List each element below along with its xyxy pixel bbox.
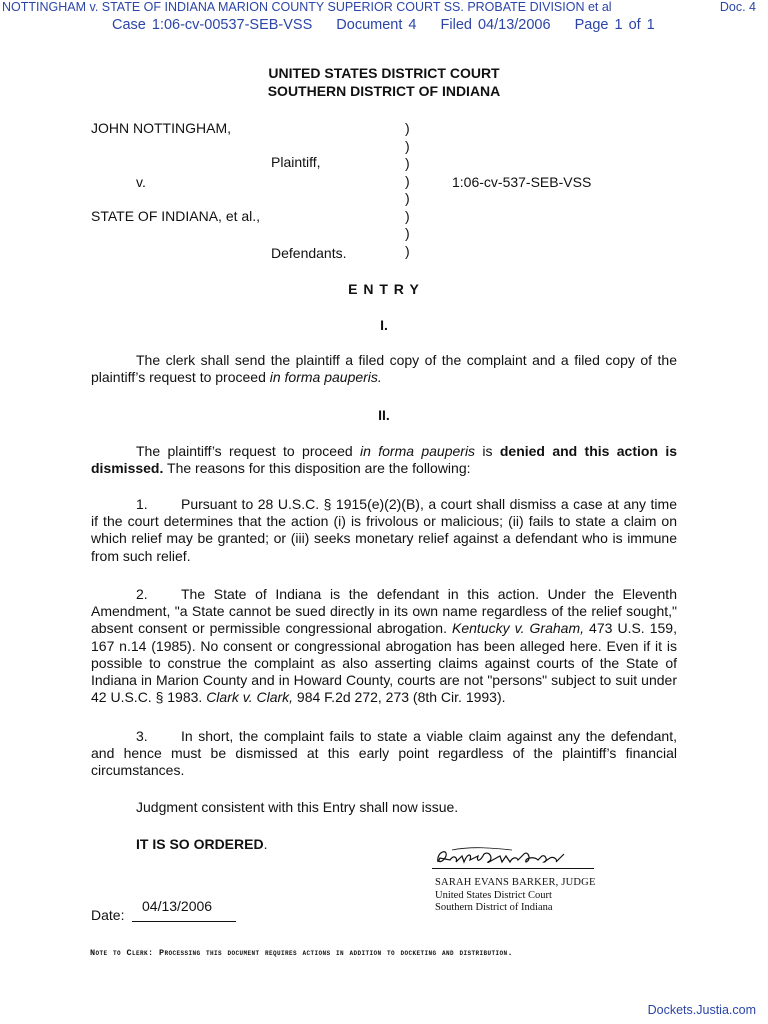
note-to-clerk: Note to Clerk: Processing this document requires actions in addition to docketing and distribution. (90, 948, 514, 958)
so-ordered (136, 836, 267, 853)
justia-footer-link[interactable]: Dockets.Justia.com (647, 1003, 756, 1017)
section-2-bold: denied and this action is dismissed. (91, 443, 678, 477)
reason-number-3: 3. (136, 728, 148, 744)
section-1-italic: in forma pauperis. (269, 369, 382, 386)
judge-district: Southern District of Indiana (435, 902, 553, 913)
docket-header-title: NOTTINGHAM v. STATE OF INDIANA MARION COUNTY SUPERIOR COURT SS. PROBATE DIVISION et al (2, 0, 612, 14)
case-citation-clark: Clark v. Clark, (206, 689, 294, 706)
section-2-text-c: The reasons for this disposition are the following: (163, 460, 471, 477)
so-ordered-text: IT IS SO ORDERED (136, 836, 264, 852)
reason-paragraph-1 (91, 496, 677, 565)
plaintiff-name: JOHN NOTTINGHAM, (91, 120, 231, 136)
caption-case-number: 1:06-cv-537-SEB-VSS (452, 174, 592, 190)
court-district: SOUTHERN DISTRICT OF INDIANA (267, 83, 501, 99)
reason-text-2a: The State of Indiana is the defendant in this action. Under the Eleventh Amendment, "a State cannot be sued directly in its own name regardless of the relief sought," absent consent or permissible congressional abrogation. (91, 586, 677, 637)
judge-court: United States District Court (435, 890, 552, 901)
filed-date: Filed 04/13/2006 (440, 17, 551, 33)
case-number: Case 1:06-cv-00537-SEB-VSS (112, 17, 313, 33)
reason-number-2: 2. (136, 586, 148, 602)
defendant-role: Defendants. (271, 245, 347, 261)
section-heading-2: II. (378, 407, 390, 423)
judge-signature (432, 844, 572, 870)
entry-title: E N T R Y (348, 281, 420, 297)
section-2-text-a: The plaintiff’s request to proceed (136, 443, 360, 459)
reason-text-2b: 473 U.S. 159, 167 n.14 (1985). No consent or congressional abrogation has been alleged here. Even if it is possible to construe the complaint as also asserting claims against courts of the State of Indiana in Marion County and in Howard County, courts are not "persons" subject to suit under 42 U.S.C. § 1983. (91, 620, 677, 706)
section-2-paragraph (91, 443, 677, 477)
reason-paragraph-2 (91, 586, 677, 706)
plaintiff-role: Plaintiff, (271, 154, 321, 170)
reason-number-1: 1. (136, 496, 148, 512)
section-1-text: The clerk shall send the plaintiff a filed copy of the complaint and a filed copy of the plaintiff’s request to proceed (91, 352, 677, 386)
date-line (132, 921, 236, 922)
defendant-name: STATE OF INDIANA, et al., (91, 208, 261, 224)
page-indicator: Page 1 of 1 (574, 17, 655, 33)
judge-name: SARAH EVANS BARKER, JUDGE (435, 877, 596, 888)
reason-text-2c: 984 F.2d 272, 273 (8th Cir. 1993). (293, 689, 506, 706)
docket-doc-number[interactable]: Doc. 4 (719, 0, 756, 14)
reason-paragraph-3 (91, 728, 677, 780)
caption-parentheses: ) ) ) ) ) ) ) ) (405, 120, 410, 259)
case-metadata-line (112, 17, 673, 33)
date-label: Date: (91, 907, 125, 923)
signature-line (432, 868, 594, 869)
versus: v. (136, 174, 146, 190)
date-value: 04/13/2006 (142, 898, 213, 914)
section-2-italic: in forma pauperis (360, 443, 476, 459)
reason-text-3: In short, the complaint fails to state a viable claim against any the defendant, and hence must be dismissed at this early point regardless of the plaintiff’s financial circumstances. (91, 728, 677, 779)
judgment-statement: Judgment consistent with this Entry shall now issue. (136, 799, 459, 815)
so-ordered-period: . (263, 836, 268, 852)
reason-text-1: Pursuant to 28 U.S.C. § 1915(e)(2)(B), a court shall dismiss a case at any time if the court determines that the action (i) is frivolous or malicious; (ii) fails to state a claim on which relief may be granted; or (iii) seeks monetary relief against a defendant who is immune from such relief. (91, 496, 677, 564)
section-heading-1: I. (380, 317, 388, 333)
section-2-text-b: is (475, 443, 500, 459)
section-1-paragraph (91, 352, 677, 386)
court-name: UNITED STATES DISTRICT COURT (268, 65, 500, 81)
case-citation-kentucky: Kentucky v. Graham, (452, 620, 585, 637)
document-number: Document 4 (336, 17, 417, 33)
